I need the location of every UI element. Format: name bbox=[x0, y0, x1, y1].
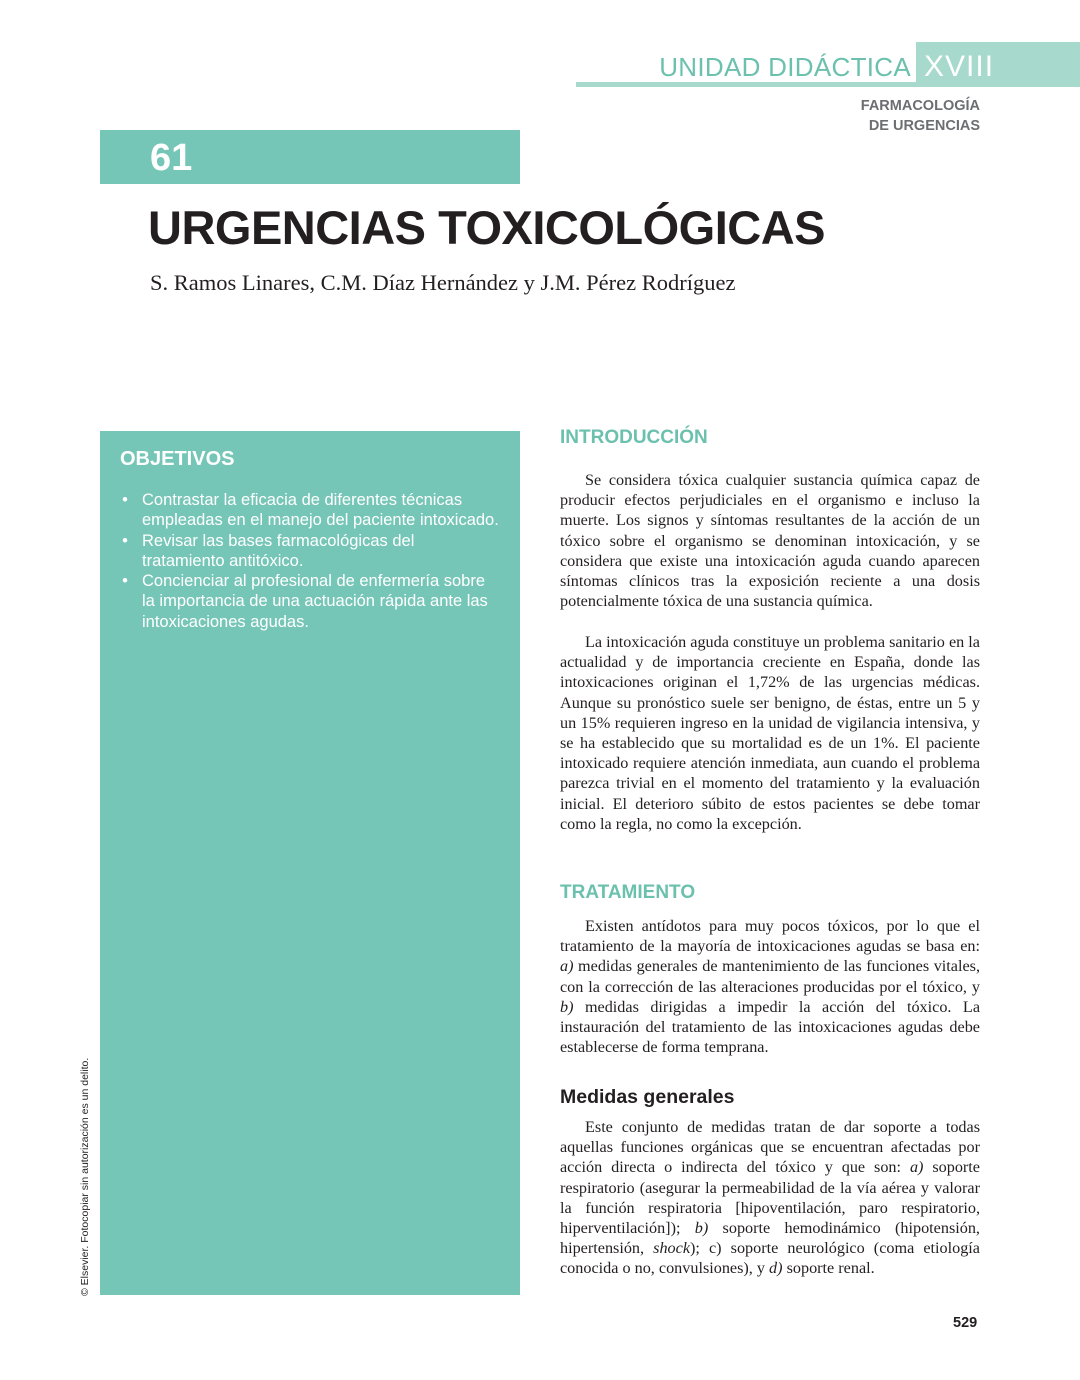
medidas-generales-paragraph bbox=[560, 1117, 980, 1279]
objective-text: Revisar las bases farmacológicas del tratamiento antitóxico. bbox=[142, 531, 415, 570]
tratamiento-paragraph bbox=[560, 916, 980, 1057]
section-name bbox=[861, 96, 980, 136]
page-number: 529 bbox=[953, 1315, 978, 1331]
objective-item bbox=[120, 490, 500, 531]
list-marker: b) bbox=[694, 1219, 709, 1238]
list-marker: a) bbox=[560, 957, 574, 976]
objectives-title: OBJETIVOS bbox=[120, 448, 235, 470]
introduccion-paragraph-2: La intoxicación aguda constituye un problema sanitario en la actualidad y de importancia creciente en España, donde las intoxicaciones originan el 1,72% de las urgencias médicas. Aunque su pronóstico suele ser benigno, de éstas, entre un 5 y un 15% requieren ingreso en la unidad de vigilancia intensiva, y se ha establecido que su mortalidad es de un 1%. El paciente intoxicado requiere atención inmediata, aun cuando el problema parezca trivial en el momento del tratamiento y la evaluación inicial. El deterioro súbito de estos pacientes se debe tomar como la regla, no como la excepción. bbox=[560, 633, 980, 833]
unit-label: UNIDAD DIDÁCTICA bbox=[659, 52, 911, 82]
objective-item bbox=[120, 531, 500, 572]
text-run: Existen antídotos para muy pocos tóxicos, por lo que el tratamiento de la mayoría de intoxicaciones agudas se basa en: bbox=[560, 917, 980, 956]
chapter-number: 61 bbox=[150, 137, 193, 179]
bullet-icon: • bbox=[122, 491, 128, 509]
text-run: medidas dirigidas a impedir la acción del tóxico. La instauración del tratamiento de las intoxicaciones agudas debe establecerse de forma temprana. bbox=[560, 997, 980, 1057]
text-run: soporte respiratorio (asegurar la permeabilidad de la vía aérea y valorar la función respiratoria [hipoventilación, paro respiratorio, hiperventilación]); bbox=[560, 1158, 980, 1238]
unit-roman-numeral: XVIII bbox=[924, 50, 995, 83]
objective-text: Concienciar al profesional de enfermería sobre la importancia de una actuación rápida ante las intoxicaciones agudas. bbox=[142, 572, 488, 631]
objective-text: Contrastar la eficacia de diferentes técnicas empleadas en el manejo del paciente intoxicado. bbox=[142, 491, 499, 530]
section-name-line1: FARMACOLOGÍA bbox=[860, 98, 980, 114]
introduccion-paragraph-1: Se considera tóxica cualquier sustancia química capaz de producir efectos perjudiciales en el organismo e incluso la muerte. Los signos y síntomas resultantes de la acción de un tóxico sobre el organismo se denominan intoxicación, y se considera que existe una intoxicación aguda cuando aparecen síntomas clínicos tras la exposición reciente a una dosis potencialmente tóxica de una sustancia química. bbox=[560, 471, 980, 611]
text-run: soporte hemodinámico (hipotensión, hipertensión, bbox=[560, 1219, 980, 1258]
list-marker: d) bbox=[769, 1259, 783, 1278]
heading-tratamiento: TRATAMIENTO bbox=[560, 882, 696, 903]
chapter-title: URGENCIAS TOXICOLÓGICAS bbox=[148, 201, 826, 254]
copyright-notice: © Elsevier. Fotocopiar sin autorización es un delito. bbox=[79, 1057, 91, 1296]
list-marker: a) bbox=[909, 1158, 924, 1177]
section-name-line2: DE URGENCIAS bbox=[868, 118, 980, 134]
heading-introduccion: INTRODUCCIÓN bbox=[560, 427, 708, 448]
italic-term: shock bbox=[653, 1239, 691, 1258]
heading-medidas-generales: Medidas generales bbox=[560, 1086, 735, 1108]
text-run: Este conjunto de medidas tratan de dar soporte a todas aquellas funciones orgánicas que se encuentran afectadas por acción directa o indirecta del tóxico y que son: bbox=[560, 1118, 980, 1177]
objectives-list bbox=[120, 490, 500, 632]
bullet-icon: • bbox=[122, 572, 128, 591]
chapter-authors: S. Ramos Linares, C.M. Díaz Hernández y J.M. Pérez Rodríguez bbox=[150, 270, 736, 295]
text-run: ); c) soporte neurológico (coma etiología conocida o no, convulsiones), y bbox=[560, 1239, 980, 1278]
objective-item bbox=[120, 571, 500, 632]
objectives-box bbox=[100, 431, 520, 1295]
list-marker: b) bbox=[560, 997, 574, 1016]
text-run: medidas generales de mantenimiento de las funciones vitales, con la corrección de las alteraciones producidas por el tóxico, y bbox=[560, 957, 980, 996]
bullet-icon: • bbox=[122, 531, 128, 550]
text-run: soporte renal. bbox=[782, 1259, 875, 1278]
